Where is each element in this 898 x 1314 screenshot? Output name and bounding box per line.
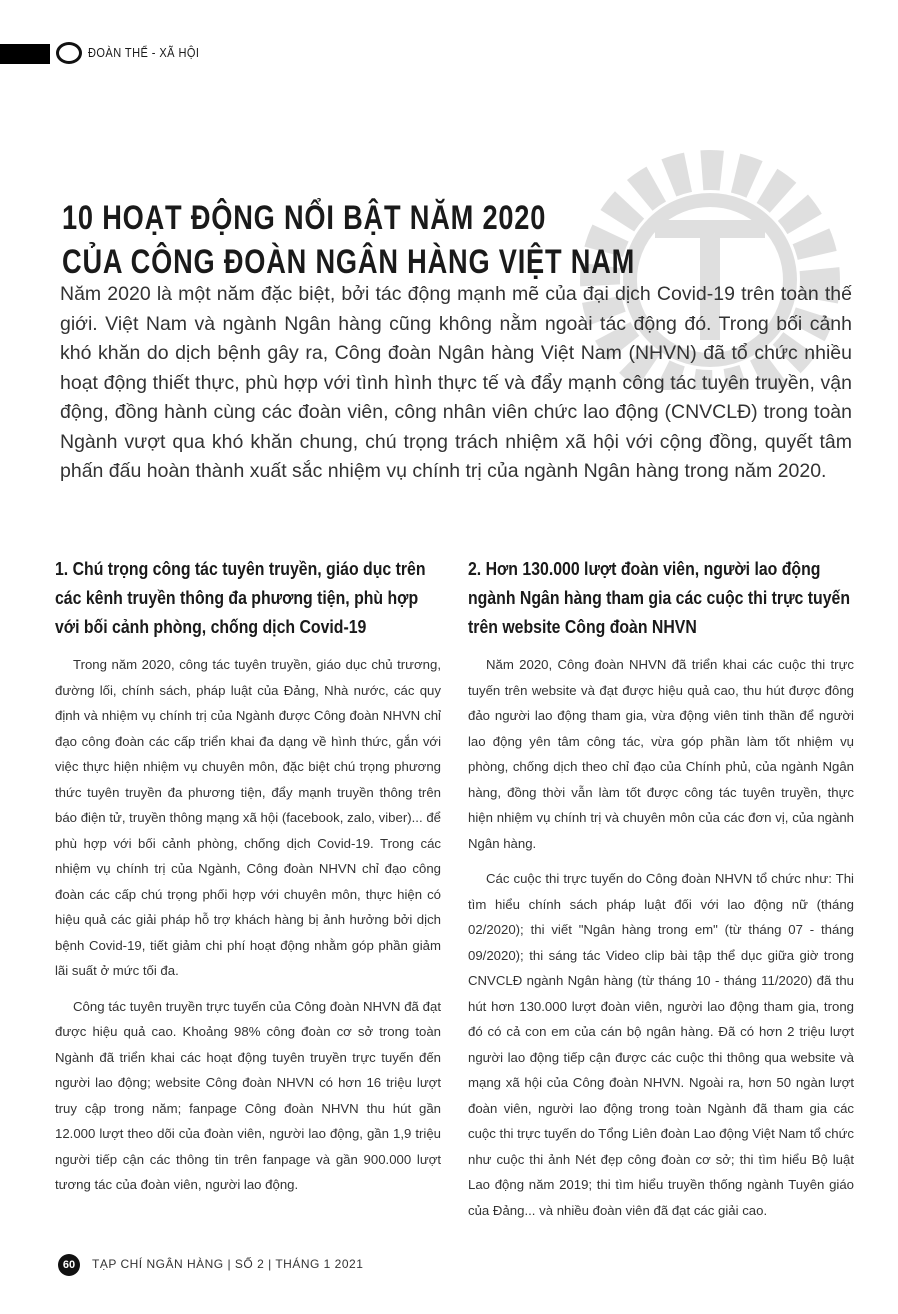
left-column xyxy=(55,555,441,1208)
footer-text: TẠP CHÍ NGÂN HÀNG | SỐ 2 | THÁNG 1 2021 xyxy=(92,1257,364,1271)
union-logo xyxy=(56,42,82,64)
right-column xyxy=(468,555,854,1233)
paragraph: Năm 2020, Công đoàn NHVN đã triển khai các cuộc thi trực tuyến trên website và đạt được hiệu quả cao, thu hút được đông đảo người lao động tham gia, vừa động viên tinh thần để người lao động yên tâm công tác, vừa góp phần làm tốt nhiệm vụ phòng, chống dịch theo chỉ đạo của Chính phủ, của ngành Ngân hàng, đồng thời vẫn làm tốt được công tác tuyên truyền, thực hiện nhiệm vụ chính trị và chuyên môn của các đơn vị, của ngành Ngân hàng. xyxy=(468,657,854,851)
paragraph: Các cuộc thi trực tuyến do Công đoàn NHVN tổ chức như: Thi tìm hiểu chính sách pháp luật đối với lao động nữ (tháng 02/2020); thi viết "Ngân hàng trong em" (từ tháng 07 - tháng 09/2020); thi sáng tác Video clip bài tập thể dục giữa giờ trong CNVCLĐ ngành Ngân hàng (từ tháng 10 - tháng 11/2020) đã thu hút hơn 130.000 lượt đoàn viên, người lao động tham gia, trong đó có cả con em của cán bộ ngân hàng. Đã có hơn 2 triệu lượt người lao động tiếp cận được các cuộc thi thông qua website và mạng xã hội của Công đoàn NHVN. Ngoài ra, hơn 50 ngàn lượt đoàn viên, người lao động trong toàn Ngành đã tham gia các cuộc thi trực tuyến do Tổng Liên đoàn Lao động Việt Nam tổ chức như cuộc thi ảnh Nét đẹp công đoàn cơ sở; thi tìm hiểu Bộ luật Lao động năm 2019; thi tìm hiểu truyền thống ngành Tuyên giáo của Đảng... và nhiều đoàn viên đã đạt các giải cao. xyxy=(468,871,854,1218)
section-label: ĐOÀN THỂ - XÃ HỘI xyxy=(88,45,200,60)
paragraph: Công tác tuyên truyền trực tuyến của Công đoàn NHVN đã đạt được hiệu quả cao. Khoảng 98% công đoàn cơ sở trong toàn Ngành đã triển khai các hoạt động tuyên truyền trực tuyến đến người lao động; website Công đoàn NHVN có hơn 16 triệu lượt truy cập trong năm; fanpage Công đoàn NHVN thu hút gần 12.000 lượt theo dõi của đoàn viên, người lao động, gần 1,9 triệu người tiếp cận các thông tin trên fanpage và gần 900.000 lượt tương tác của đoàn viên, người lao động. xyxy=(55,998,441,1192)
title-line-2: CỦA CÔNG ĐOÀN NGÂN HÀNG VIỆT NAM xyxy=(62,243,636,281)
intro-paragraph: Năm 2020 là một năm đặc biệt, bởi tác động mạnh mẽ của đại dịch Covid-19 trên toàn thế giới. Việt Nam và ngành Ngân hàng cũng không nằm ngoài tác động đó. Trong bối cảnh khó khăn do dịch bệnh gây ra, Công đoàn Ngân hàng Việt Nam (NHVN) đã tổ chức nhiều hoạt động thiết thực, phù hợp với tình hình thực tế và đẩy mạnh công tác tuyên truyền, vận động, đồng hành cùng các đoàn viên, công nhân viên chức lao động (CNVCLĐ) trong toàn Ngành vượt qua khó khăn chung, chú trọng trách nhiệm xã hội với cộng đồng, quyết tâm phấn đấu hoàn thành xuất sắc nhiệm vụ chính trị của ngành Ngân hàng trong năm 2020. xyxy=(60,283,852,482)
section-bar xyxy=(0,44,50,64)
section-2-heading: 2. Hơn 130.000 lượt đoàn viên, người lao động ngành Ngân hàng tham gia các cuộc thi trực tuyến trên website Công đoàn NHVN xyxy=(468,559,851,637)
title-line-1: 10 HOẠT ĐỘNG NỔI BẬT NĂM 2020 xyxy=(62,199,547,237)
section-1-heading: 1. Chú trọng công tác tuyên truyền, giáo dục trên các kênh truyền thông đa phương tiện, phù hợp với bối cảnh phòng, chống dịch Covid-19 xyxy=(55,559,426,637)
article-title xyxy=(62,196,635,284)
paragraph: Trong năm 2020, công tác tuyên truyền, giáo dục chủ trương, đường lối, chính sách, pháp luật của Đảng, Nhà nước, các quy định và nhiệm vụ chính trị của Ngành được Công đoàn NHVN chỉ đạo công đoàn các cấp triển khai đa dạng về hình thức, gắn với việc thực hiện nhiệm vụ chuyên môn, đặc biệt chú trọng phương thức tuyên truyền đa phương tiện, đẩy mạnh truyền thông trên báo điện tử, truyền thông mạng xã hội (facebook, zalo, viber)... để phù hợp với bối cảnh phòng, chống dịch Covid-19. Trong các nhiệm vụ chính trị của Ngành, Công đoàn NHVN chỉ đạo công đoàn các cấp chú trọng phối hợp với chuyên môn, thực hiện có hiệu quả các giải pháp hỗ trợ khách hàng bị ảnh hưởng bởi dịch bệnh Covid-19, tiết giảm chi phí hoạt động nhằm góp phần giảm lãi suất ở mức tối đa. xyxy=(55,657,441,978)
page-number: 60 xyxy=(58,1254,80,1276)
